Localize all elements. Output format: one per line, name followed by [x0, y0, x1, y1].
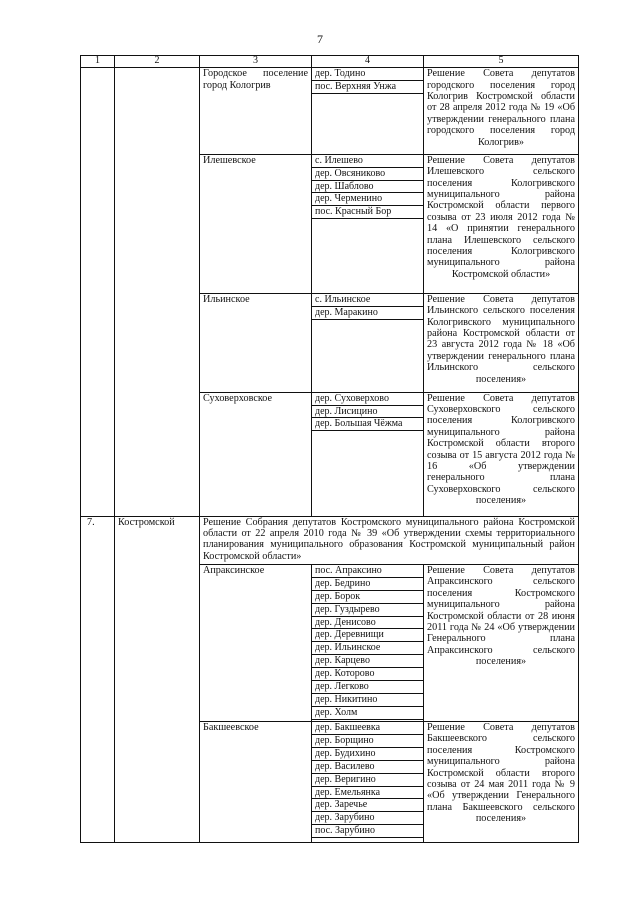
village-item: дер. Гуздырево: [312, 603, 423, 616]
settlement-name: Апраксинское: [203, 564, 265, 576]
village-item: пос. Верхняя Унжа: [312, 81, 423, 94]
village-item: с. Ильинское: [312, 294, 423, 306]
village-list: [312, 294, 423, 320]
settlement-name: Городское поселение город Кологрив: [203, 68, 308, 91]
village-item: дер. Овсяниково: [312, 167, 423, 180]
village-item: дер. Большая Чёжма: [312, 418, 423, 431]
village-item: дер. Емельянка: [312, 786, 423, 799]
decision-text: Решение Совета депутатов Ильинского сельского поселения Кологривского муниципального района Костромской области от 23 августа 2012 года № 18 «Об утверждении генерального плана Ильинского сельского поселения»: [427, 293, 575, 385]
villages-cell: [312, 722, 424, 843]
village-item: дер. Которово: [312, 668, 423, 681]
settlement-cell: [200, 68, 312, 155]
decision-cell: [424, 293, 579, 392]
decision-cell: [424, 564, 579, 721]
settlement-cell: [200, 564, 312, 721]
settlement-cell: [200, 293, 312, 392]
column-header: 5: [424, 56, 579, 68]
village-list: [312, 155, 423, 220]
village-list: [312, 68, 423, 94]
decision-cell: [424, 392, 579, 516]
villages-cell: [312, 564, 424, 721]
decision-text: Решение Совета депутатов Апраксинского сельского поселения Костромского муниципального района Костромской области от 28 июня 2011 года № 24 «Об утверждении Генерального плана Апраксинского сельского поселения»: [427, 564, 575, 668]
decision-cell: [424, 154, 579, 293]
settlements-table: [80, 55, 579, 843]
village-item: дер. Маракино: [312, 306, 423, 319]
villages-cell: [312, 293, 424, 392]
village-item: дер. Зарубино: [312, 812, 423, 825]
decision-text: Решение Совета депутатов городского поселения город Кологрив Костромской области от 28 апреля 2012 года № 19 «Об утверждении генерального плана городского поселения город Кологрив»: [427, 68, 575, 148]
table-row: [81, 68, 579, 155]
settlement-cell: [200, 392, 312, 516]
district-number-cell: [81, 516, 115, 842]
table-header-row: [81, 56, 579, 68]
district-name-cell: [115, 516, 200, 842]
village-item: дер. Карцево: [312, 655, 423, 668]
village-item: дер. Суховерхово: [312, 393, 423, 405]
settlement-name: Бакшеевское: [203, 722, 259, 734]
settlement-name: Суховерховское: [203, 392, 273, 404]
village-item: дер. Тодино: [312, 68, 423, 80]
column-header: 1: [81, 56, 115, 68]
village-item: с. Илешево: [312, 155, 423, 167]
village-item: дер. Деревнищи: [312, 629, 423, 642]
settlement-cell: [200, 154, 312, 293]
village-item: дер. Бедрино: [312, 577, 423, 590]
decision-cell: [424, 722, 579, 843]
district-name: Костромской: [118, 516, 175, 528]
column-header: 3: [200, 56, 312, 68]
district-decision-text: Решение Собрания депутатов Костромского муниципального района Костромской области от 22 апреля 2010 года № 39 «Об утверждении схемы территориального планирования муниципального образования Костромской муниципальный район Костромской области»: [203, 516, 575, 562]
village-item: дер. Будихино: [312, 747, 423, 760]
village-item: дер. Никитино: [312, 694, 423, 707]
village-item: дер. Шаблово: [312, 180, 423, 193]
village-item: пос. Зарубино: [312, 825, 423, 838]
column-header: 4: [312, 56, 424, 68]
village-item: дер. Лисицино: [312, 405, 423, 418]
villages-cell: [312, 68, 424, 155]
district-row: [81, 516, 579, 564]
settlement-name: Ильинское: [203, 293, 250, 305]
decision-text: Решение Совета депутатов Илешевского сельского поселения Кологривского муниципального района Костромской области первого созыва от 23 июля 2012 года № 14 «О принятии генерального плана Илешевского сельского поселения Кологривского муниципального района Костромской области»: [427, 154, 575, 280]
empty-cell: [81, 68, 115, 516]
village-item: дер. Веригино: [312, 773, 423, 786]
village-item: дер. Борок: [312, 590, 423, 603]
village-item: дер. Холм: [312, 706, 423, 719]
village-item: дер. Василево: [312, 760, 423, 773]
settlement-cell: [200, 722, 312, 843]
district-decision-cell: [200, 516, 579, 564]
decision-cell: [424, 68, 579, 155]
village-item: дер. Денисово: [312, 616, 423, 629]
village-item: дер. Черменино: [312, 193, 423, 206]
village-list: [312, 565, 423, 720]
village-item: дер. Ильинское: [312, 642, 423, 655]
decision-text: Решение Совета депутатов Суховерховского сельского поселения Кологривского муниципального района Костромской области второго созыва от 15 августа 2012 года № 16 «Об утверждении генерального плана Суховерховского сельского поселения»: [427, 392, 575, 507]
villages-cell: [312, 392, 424, 516]
decision-text: Решение Совета депутатов Бакшеевского сельского поселения Костромского муниципального района Костромской области второго созыва от 24 мая 2011 года № 9 «Об утверждении Генерального плана Бакшеевского сельского поселения»: [427, 722, 575, 825]
village-item: дер. Заречье: [312, 799, 423, 812]
settlement-name: Илешевское: [203, 154, 256, 166]
village-item: дер. Легково: [312, 681, 423, 694]
village-item: дер. Борщино: [312, 734, 423, 747]
column-header: 2: [115, 56, 200, 68]
page-number: 7: [317, 32, 323, 46]
villages-cell: [312, 154, 424, 293]
village-item: пос. Апраксино: [312, 565, 423, 577]
village-list: [312, 393, 423, 432]
empty-cell: [115, 68, 200, 516]
district-number: 7.: [87, 516, 95, 528]
village-item: дер. Бакшеевка: [312, 722, 423, 734]
village-list: [312, 722, 423, 838]
village-item: пос. Красный Бор: [312, 206, 423, 219]
